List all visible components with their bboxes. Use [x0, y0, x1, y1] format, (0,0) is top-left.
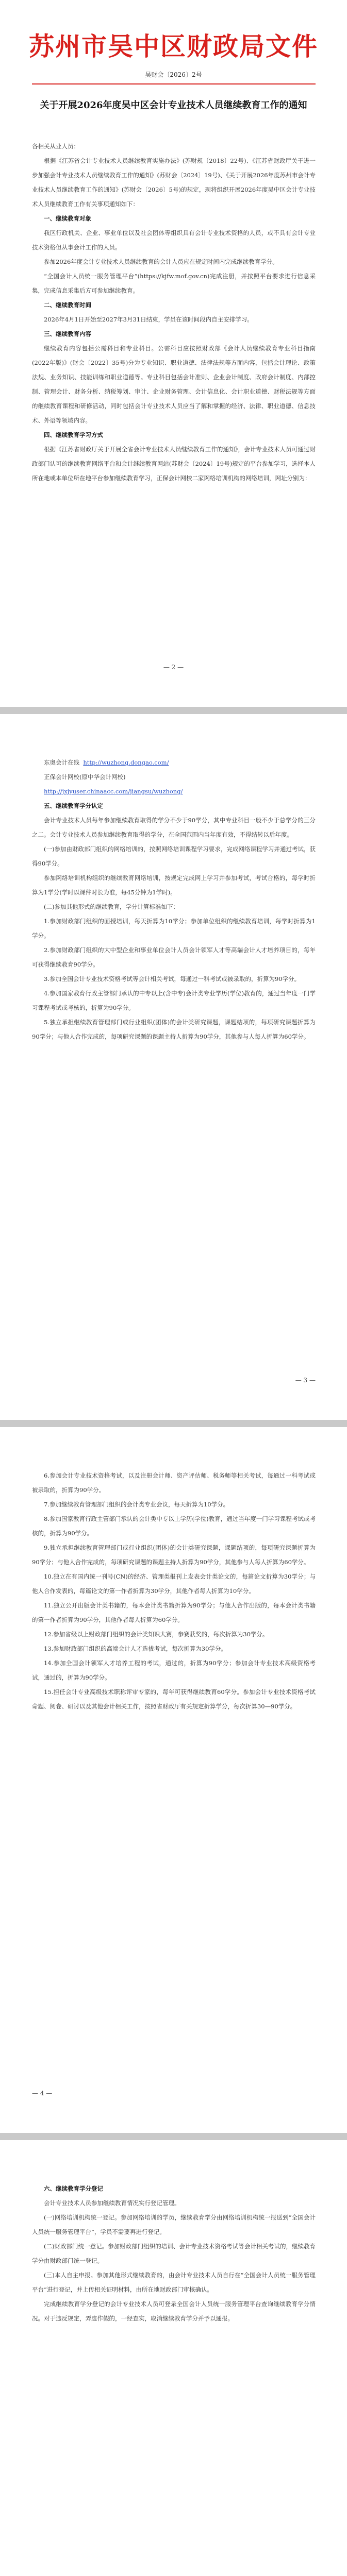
red-divider-line	[32, 83, 316, 84]
site-1-link[interactable]: http://wuzhong.dongao.com/	[83, 759, 169, 766]
page-number: — 2 —	[163, 664, 184, 671]
item-2-5: 5.独立承担继续教育管理部门或行业组织(团体)的会计类研究课题，课题结项的，每项研究课题折算为90学分；与他人合作完成的，每项研究课题的课题主持人折算为90学分，其他参与人每人折算为60学分。	[32, 1019, 316, 1040]
item-2-10: 10.独立在有国内统一刊号(CN)的经济、管理类报刊上发表会计类论文的，每篇论文折算为30学分；与他人合作发表的，每篇论文的第一作者折算为30学分，其他作者每人折算为10学分。	[32, 1573, 316, 1595]
page2-body	[32, 755, 316, 1044]
section-1-text: 我区行政机关、企业、事业单位以及社会团体等组织具有会计专业技术资格的人员，或不具有会计专业技术资格但从事会计工作的人员。	[32, 229, 316, 251]
item-2-7: 7.参加继续教育管理部门组织的会计类专业会议，每天折算为10学分。	[44, 1501, 229, 1508]
site-1-line	[32, 755, 316, 770]
red-header-title: 苏州市吴中区财政局文件	[28, 32, 318, 61]
page3-body	[32, 1468, 316, 1714]
registration-rule-3: (三)本人自主申报。参加其他形式继续教育的，由会计专业技术人员自行在“全国会计人员统一服务管理平台”进行登记，并上传相关证明材料，由所在地财政部门审核确认。	[32, 2272, 316, 2293]
item-2-14: 14.参加全国会计领军人才培养工程的考试，通过的，折算为90学分；参加会计专业技术高级资格考试，通过的，折算为90学分。	[32, 1659, 316, 1681]
page-number: — 3 —	[295, 1377, 316, 1384]
item-2-12: 12.参加省级以上财政部门组织的会计类知识大赛，参赛获奖的，每次折算为30学分。	[44, 1631, 269, 1638]
registration-rule-4: 完成继续教育学分登记的会计专业技术人员可登录全国会计人员统一服务管理平台查询继续教育学分情况。对于违反规定，弄虚作假的，一经查实，取消继续教育学分并予以通报。	[32, 2300, 316, 2322]
section-3-text: 继续教育内容包括公需科目和专业科目。公需科目应按照财政部《会计人员继续教育专业科目指南(2022年版)》(财会〔2022〕35号)分为专业知识、职业道德、法律法规等方面内容，包括会计理论、政策法规、业务知识、技能训练和职业道德等。专业科目包括会计准则、企业会计制度、政府会计制度、内部控制、管理会计、财务分析、纳税筹划、审计、企业财务管理、会计信息化、会计职业道德、财税法规等方面的继续教育课程和研修活动，同时包括会计专业技术人员应当了解和掌握的经济、法律、职业道德、信息技术、外语等领域内容。	[32, 345, 316, 424]
section-2-text: 2026年4月1日开始至2027年3月31日结束，学员在该时间段内自主安排学习。	[44, 316, 253, 323]
section-3-heading: 三、继续教育内容	[44, 330, 91, 337]
page1-body	[32, 139, 316, 485]
item-2-15: 15.担任会计专业高级技术职称评审专家的，每年可获得继续教育60学分。参加会计专业技术资格考试命题、阅卷、研讨以及其他会计相关工作，按照省财政厅有关规定折算学分，每次折算30—90学分。	[32, 1688, 316, 1710]
page4-body	[32, 2181, 316, 2326]
page-number: — 4 —	[32, 2090, 53, 2097]
section-2-heading: 二、继续教育时间	[44, 301, 91, 309]
item-2-13: 13.参加财政部门组织的高端会计人才选拔考试，每次折算为30学分。	[44, 1645, 227, 1652]
item-2-4: 4.参加国家教育行政主管部门承认的中专以上(含中专)会计类专业学历(学位)教育的，通过当年度一门学习课程考试或考核的，折算为90学分。	[32, 990, 316, 1011]
notice-title: 关于开展2026年度吴中区会计专业技术人员继续教育工作的通知	[40, 100, 307, 111]
document-page-2	[0, 714, 347, 1420]
item-2-9: 9.独立承担继续教育管理部门或行业组织(团体)的会计类研究课题，课题结项的，每项研究课题折算为90学分；与他人合作完成的，每项研究课题的课题主持人折算为90学分，其他参与人每人折算为60学分。	[32, 1544, 316, 1566]
document-page-4	[0, 2140, 347, 2576]
registration-rule-2: (二)财政部门统一登记。参加财政部门组织的培训、会计专业技术资格考试等会计相关考试的，继续教育学分由财政部门统一登记。	[32, 2243, 316, 2264]
section-6-text: 会计专业技术人员参加继续教育情况实行登记管理。	[44, 2199, 180, 2207]
item-2-8: 8.参加国家教育行政主管部门承认的会计类中专以上学历(学位)教育，通过当年度一门学习课程考试或考核的，折算为90学分。	[32, 1515, 316, 1537]
section-4-heading: 四、继续教育学习方式	[44, 431, 103, 438]
item-2-11: 11.独立公开出版会计类书籍的，每本会计类书籍折算为90学分；与他人合作出版的，每本会计类书籍的第一作者折算为90学分，其他作者每人折算为60学分。	[32, 1602, 316, 1623]
site-2-link[interactable]: http://jxjyuser.chinaacc.com/jiangsu/wuzhong/	[44, 788, 183, 795]
item-2-heading: (二)参加其他形式的继续教育，学分计算标准如下：	[44, 903, 179, 910]
document-number: 吴财会〔2026〕2号	[145, 71, 202, 78]
platform-paragraph: “全国会计人员统一服务管理平台”(https://kjfw.mof.gov.cn)完成注册，并按照平台要求进行信息采集，完成信息采集后方可参加继续教育。	[32, 273, 316, 294]
document-page-1	[0, 0, 347, 707]
section-5-heading: 五、继续教育学分认定	[44, 802, 103, 809]
item-2-6: 6.参加会计专业技术资格考试，以及注册会计师、资产评估师、税务师等相关考试，每通过一科考试或被录取的，折算为90学分。	[32, 1472, 316, 1494]
section-1-extra: 参加2026年度会计专业技术人员继续教育的会计人员应在规定时间内完成继续教育学分。	[44, 258, 278, 265]
site-2-line	[32, 770, 316, 784]
section-4-text: 根据《江苏省财政厅关于开展全省会计专业技术人员继续教育工作的通知》，会计专业技术人员可通过财政部门认可的继续教育网络平台和会计继续教育网站(苏财会〔2024〕19号)规定的平台参加学习，选择本人所在地或本单位所在地平台参加继续教育学习，正保会计网校二家网络培训机构的网络培训，网址分别为：	[32, 446, 316, 482]
site-1-label: 东奥会计在线	[44, 759, 79, 766]
registration-rule-1: (一)网络培训机构统一登记。参加网络培训的学员，继续教育学分由网络培训机构统一报送到“全国会计人员统一服务管理平台”，学员不需要再进行登记。	[32, 2214, 316, 2235]
item-2-2: 2.参加财政部门组织的大中型企业和事业单位会计人员会计领军人才等高端会计人才培养项目的，每年可获得继续教育90学分。	[32, 946, 316, 968]
item-2-1: 1.参加财政部门组织的面授培训，每天折算为10学分；参加单位组织的继续教育培训，每学时折算为1学分。	[32, 918, 316, 939]
section-5-text: 会计专业技术人员每年参加继续教育取得的学分不少于90学分，其中专业科目一般不少于总学分的三分之二。会计专业技术人员参加继续教育取得的学分，在全国范围内当年度有效，不得结转以后年度。	[32, 817, 316, 838]
item-1-text: 参加网络培训机构组织的继续教育网络培训，按规定完成网上学习并参加考试，考试合格的，每学时折算为1学分(学时以课件时长为准，每45分钟为1学时)。	[32, 874, 316, 896]
intro-paragraph: 根据《江苏省会计专业技术人员继续教育实施办法》(苏财规〔2018〕22号)、《江苏省财政厅关于进一步加强会计专业技术人员继续教育工作的通知》(苏财会〔2024〕19号)、《关于开展2026年度苏州市会计专业技术人员继续教育工作的通知》(苏财会〔2026〕5号)的规定，现将组织开展2026年度吴中区会计专业技术人员继续教育工作有关事项通知如下：	[32, 157, 316, 208]
section-1-heading: 一、继续教育对象	[44, 215, 91, 222]
site-2-label: 正保会计网校(原中华会计网校)	[44, 773, 126, 781]
item-2-3: 3.参加全国会计专业技术资格考试等会计相关考试，每通过一科考试或被录取的，折算为90学分。	[44, 975, 301, 982]
salutation: 各相关从业人员：	[32, 143, 79, 150]
item-1-heading: (一)参加由财政部门组织的网络培训的，按照网络培训课程学习要求，完成网络课程学习并通过考试，获得90学分。	[32, 845, 316, 867]
site-2-url-line	[32, 784, 316, 799]
section-6-heading: 六、继续教育学分登记	[44, 2185, 103, 2192]
document-page-3	[0, 1427, 347, 2133]
